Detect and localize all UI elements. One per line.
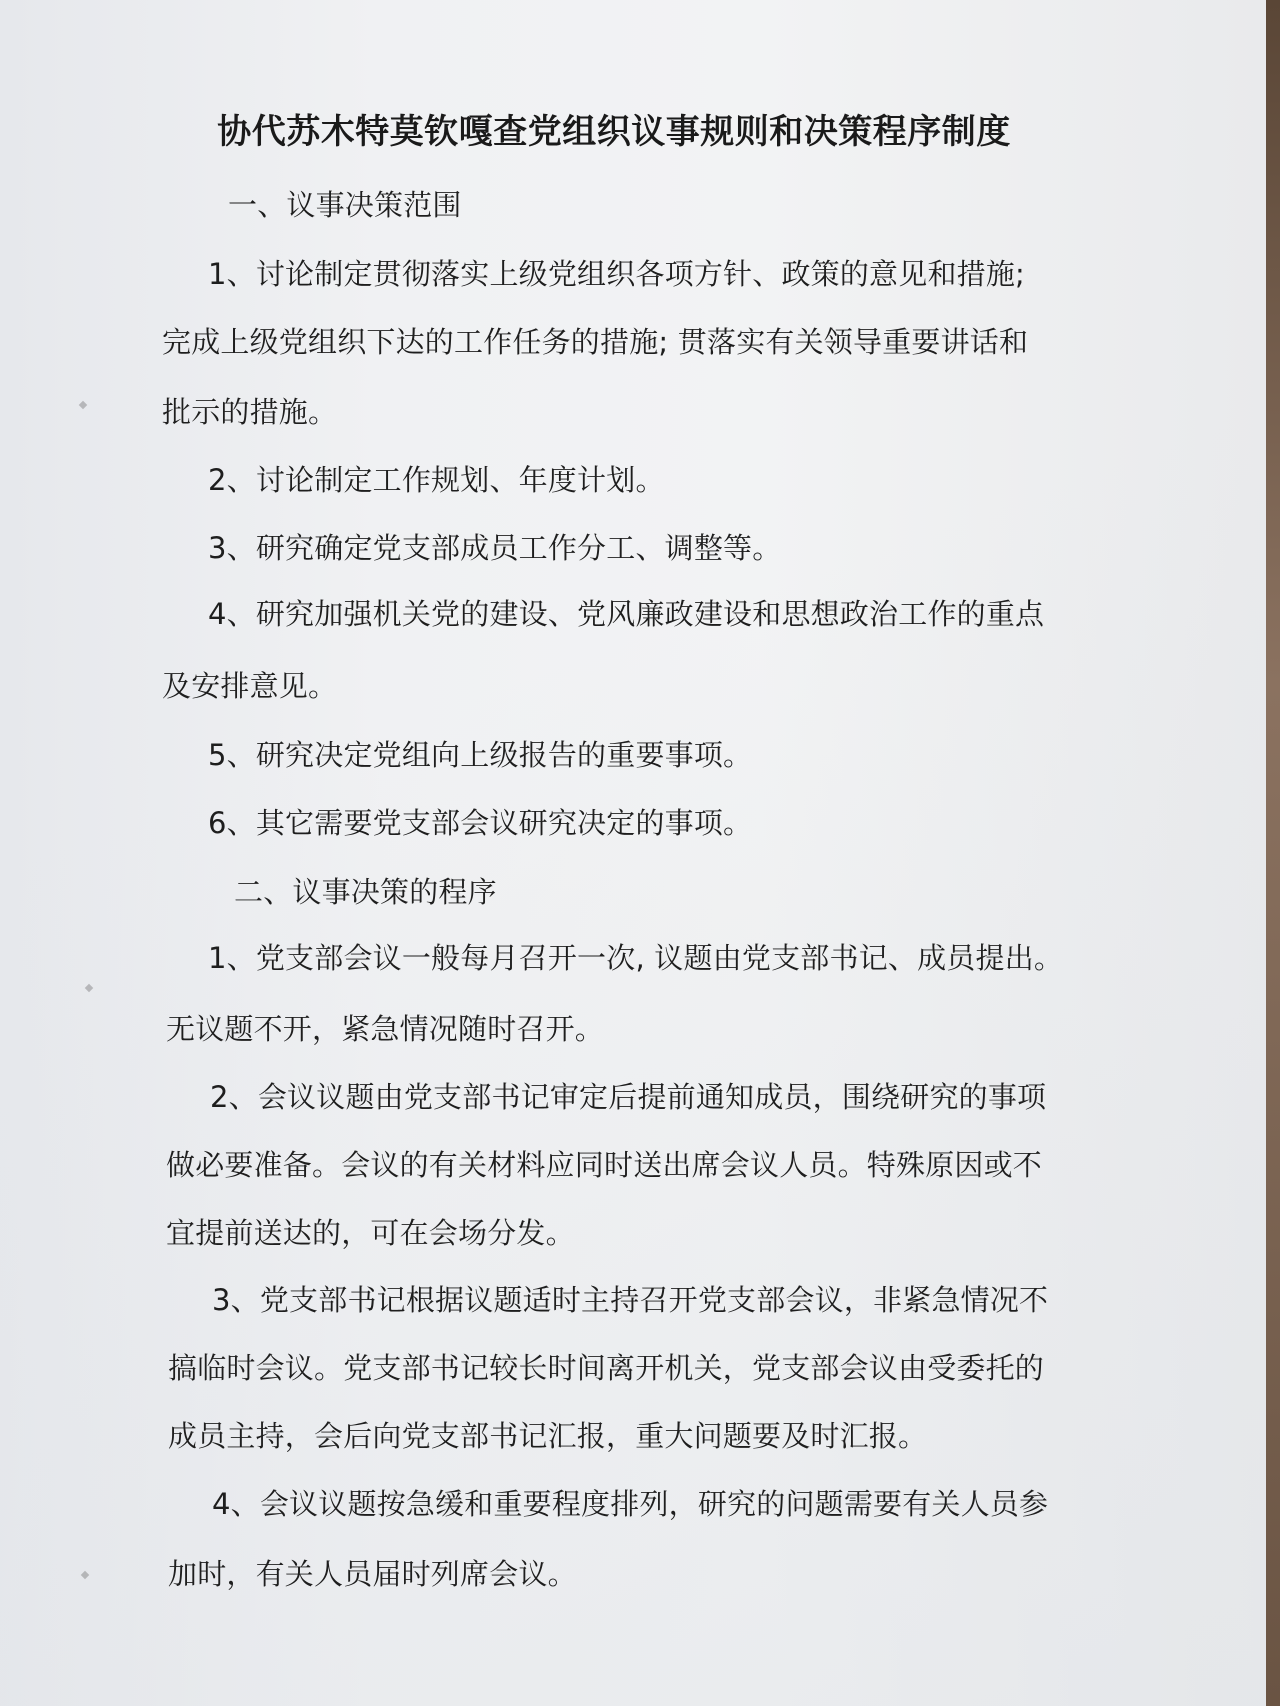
paragraph-line: 成员主持，会后向党支部书记汇报，重大问题要及时汇报。 [168, 1419, 928, 1453]
paragraph-line: 4、会议议题按急缓和重要程度排列，研究的问题需要有关人员参 [212, 1487, 1049, 1521]
paragraph-line: 搞临时会议。党支部书记较长时间离开机关，党支部会议由受委托的 [168, 1351, 1045, 1385]
paper-speck [85, 984, 93, 992]
paragraph-line: 无议题不开，紧急情况随时召开。 [166, 1012, 605, 1046]
paragraph-line: 2、会议议题由党支部书记审定后提前通知成员，围绕研究的事项 [210, 1080, 1047, 1114]
paragraph-line: 批示的措施。 [162, 395, 338, 429]
paragraph-line: 5、研究决定党组向上级报告的重要事项。 [208, 738, 753, 772]
background-edge [1266, 0, 1280, 1706]
paragraph-line: 加时，有关人员届时列席会议。 [168, 1557, 577, 1591]
paragraph-line: 6、其它需要党支部会议研究决定的事项。 [208, 806, 753, 840]
paragraph-line: 及安排意见。 [162, 669, 338, 703]
paragraph-line: 宜提前送达的，可在会场分发。 [166, 1216, 575, 1250]
paragraph-line: 3、党支部书记根据议题适时主持召开党支部会议，非紧急情况不 [212, 1283, 1049, 1317]
paragraph-line: 4、研究加强机关党的建设、党风廉政建设和思想政治工作的重点 [208, 597, 1045, 631]
paragraph-line: 1、讨论制定贯彻落实上级党组织各项方针、政策的意见和措施; [208, 257, 1026, 291]
paragraph-line: 3、研究确定党支部成员工作分工、调整等。 [208, 531, 782, 565]
paragraph-line: 做必要准备。会议的有关材料应同时送出席会议人员。特殊原因或不 [166, 1148, 1043, 1182]
document-title: 协代苏木特莫钦嘎查党组织议事规则和决策程序制度 [217, 112, 1011, 152]
paper-speck [81, 1571, 89, 1579]
paragraph-line: 2、讨论制定工作规划、年度计划。 [208, 463, 665, 497]
paper-speck [79, 401, 87, 409]
paragraph-line: 1、党支部会议一般每月召开一次, 议题由党支部书记、成员提出。 [208, 941, 1064, 975]
section-heading-2: 二、议事决策的程序 [234, 875, 497, 909]
paragraph-line: 完成上级党组织下达的工作任务的措施; 贯落实有关领导重要讲话和 [162, 325, 1029, 359]
section-heading-1: 一、议事决策范围 [228, 188, 462, 222]
